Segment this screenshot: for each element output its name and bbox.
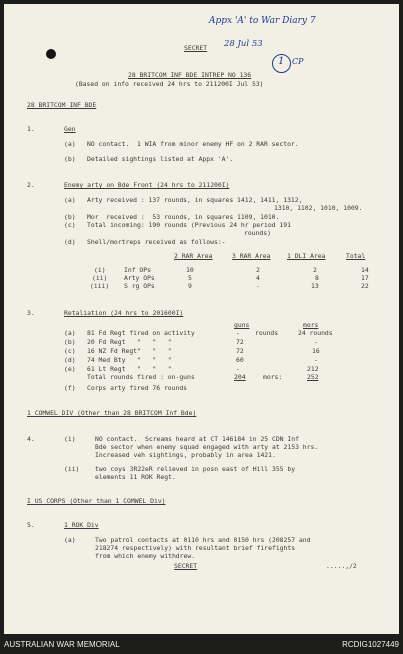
shellrep-cell: 14 [361, 266, 369, 274]
s4ii-label: (ii) [64, 465, 80, 473]
shellrep-cell: 22 [361, 282, 369, 290]
s2c-line1: Total incoming: 190 rounds (Previous 24 hr period 191 [87, 221, 291, 229]
shellrep-col-2rar: 2 RAR Area [174, 252, 213, 260]
s4i-line2: Bde sector when enemy squad engaged with arty at 2153 hrs. [95, 443, 319, 451]
handwritten-annotation-1: Appx 'A' to War Diary 7 [209, 16, 316, 26]
retaliation-total-mors: 252 [307, 373, 319, 381]
retaliation-mors: 212 [307, 365, 319, 373]
shellrep-row-name: S rg OPs [124, 282, 155, 290]
handwritten-date: 28 Jul 53 [224, 39, 263, 49]
s3-title: Retaliation (24 hrs to 201600I) [64, 309, 184, 317]
retaliation-guns: 60 [236, 356, 244, 364]
punch-hole [46, 49, 56, 59]
s4i-line3: Increased veh sightings, probably in area 1421. [95, 451, 276, 459]
s2c-label: (c) [64, 221, 76, 229]
s3-number: 3. [27, 309, 35, 317]
retaliation-mors: 24 rounds [298, 329, 333, 337]
document-page [4, 4, 399, 634]
retaliation-guns: 72 [236, 338, 244, 346]
s2d-label: (d) [64, 238, 76, 246]
s4ii-line1: two coys 3R22eR relieved in posn east of Hill 355 by [95, 465, 296, 473]
s1-title: Gen [64, 125, 76, 133]
shellrep-col-1dli: 1 DLI Area [287, 252, 326, 260]
s2a-line1: Arty received : 137 rounds, in squares 1412, 1411, 1312, [87, 196, 303, 204]
s2d-line: Shell/mortreps received as follows:- [87, 238, 226, 246]
continuation-marker: .....,/2 [326, 562, 357, 570]
handwritten-number: 1 [278, 56, 285, 67]
shellrep-row-label: (ii) [92, 274, 108, 282]
shellrep-cell: 13 [311, 282, 319, 290]
shellrep-cell: 9 [188, 282, 192, 290]
s1b-text: Detailed sightings listed at Appx 'A'. [87, 155, 234, 163]
retaliation-total-mors-label: mors: [263, 373, 283, 381]
shellrep-cell: 4 [256, 274, 260, 282]
retaliation-label: (a) [64, 329, 76, 337]
s4i-line1: NO contact. Screams heard at CT 146184 in 25 CDN Inf [95, 435, 299, 443]
s2a-label: (a) [64, 196, 76, 204]
retaliation-label: (d) [64, 356, 76, 364]
shellrep-col-total: Total [346, 252, 366, 260]
brigade-heading: 28 BRITCOM INF BDE [27, 101, 97, 109]
s4-number: 4. [27, 435, 35, 443]
retaliation-unit: 81 Fd Regt fired on activity [87, 329, 195, 337]
retaliation-unit: 61 Lt Regt " " " [87, 365, 172, 373]
retaliation-label: (c) [64, 347, 76, 355]
archive-credit: AUSTRALIAN WAR MEMORIAL [4, 640, 120, 649]
retaliation-unit: 16 NZ Fd Regt" " " [87, 347, 172, 355]
shellrep-cell: - [256, 282, 260, 290]
shellrep-cell: 2 [256, 266, 260, 274]
s1b-label: (b) [64, 155, 76, 163]
doc-title: 28 BRITCOM INF BDE INTREP NO 136 [128, 71, 252, 79]
s5a-label: (a) [64, 536, 76, 544]
shellrep-col-3rar: 3 RAR Area [232, 252, 271, 260]
retaliation-guns: - [236, 329, 240, 337]
shellrep-cell: 8 [315, 274, 319, 282]
mors-header: mors [303, 321, 319, 329]
s3f-text: Corps arty fired 76 rounds [87, 384, 188, 392]
shellrep-cell: 17 [361, 274, 369, 282]
guns-header: guns [234, 321, 250, 329]
s4ii-line2: elements 11 ROK Regt. [95, 473, 176, 481]
s1a-label: (a) [64, 140, 76, 148]
retaliation-total-label: Total rounds fired : on-guns [87, 373, 195, 381]
shellrep-cell: 2 [313, 266, 317, 274]
shellrep-row-name: Inf OPs [124, 266, 151, 274]
archive-footer [0, 636, 403, 654]
s5a-line3: from which enemy withdrew. [95, 552, 196, 560]
shellrep-row-name: Arty OPs [124, 274, 155, 282]
classification-bottom: SECRET [174, 562, 198, 570]
handwritten-initials: CP [292, 57, 304, 66]
s1-number: 1. [27, 125, 35, 133]
s1a-text: NO contact. 1 WIA from minor enemy HF on 2 RAR sector. [87, 140, 299, 148]
retaliation-unit: 20 Fd Regt " " " [87, 338, 172, 346]
retaliation-guns: - [236, 365, 240, 373]
retaliation-label: (b) [64, 338, 76, 346]
s2-number: 2. [27, 181, 35, 189]
doc-subtitle: (Based on info received 24 hrs to 211200I Jul 53) [75, 80, 264, 88]
us-corps-heading: I US CORPS (Other than 1 COMWEL Div) [27, 497, 166, 505]
s3f-label: (f) [64, 384, 76, 392]
s2b-label: (b) [64, 213, 76, 221]
commwel-heading: 1 COMWEL DIV (Other than 28 BRITCOM Inf Bde) [27, 409, 197, 417]
s5a-line1: Two patrol contacts at 0110 hrs and 0150 hrs (208257 and [95, 536, 311, 544]
retaliation-guns: 72 [236, 347, 244, 355]
s5-title: 1 ROK Div [64, 521, 99, 529]
retaliation-unit: 74 Med Bty " " " [87, 356, 172, 364]
s2-title: Enemy arty on Bde Front (24 hrs to 211200I) [64, 181, 230, 189]
retaliation-mors: 16 [312, 347, 320, 355]
shellrep-row-label: (i) [94, 266, 106, 274]
s2a-line2: 1310, 1102, 1010, 1009. [274, 204, 363, 212]
shellrep-row-label: (iii) [90, 282, 110, 290]
s5a-line2: 218274 respectively) with resultant brief firefights [95, 544, 296, 552]
retaliation-mors: - [314, 338, 318, 346]
shellrep-cell: 5 [188, 274, 192, 282]
retaliation-total-guns: 204 [234, 373, 246, 381]
s5-number: 5. [27, 521, 35, 529]
s2c-line2: rounds) [244, 229, 271, 237]
retaliation-mors: - [314, 356, 318, 364]
s2b-line: Mor received : 53 rounds, in squares 1109, 1010. [87, 213, 280, 221]
retaliation-rounds-suffix: rounds [255, 329, 279, 337]
classification-top: SECRET [184, 44, 208, 52]
retaliation-label: (e) [64, 365, 76, 373]
shellrep-cell: 10 [186, 266, 194, 274]
archive-reference: RCDIG1027449 [342, 640, 399, 649]
s4i-label: (i) [64, 435, 76, 443]
